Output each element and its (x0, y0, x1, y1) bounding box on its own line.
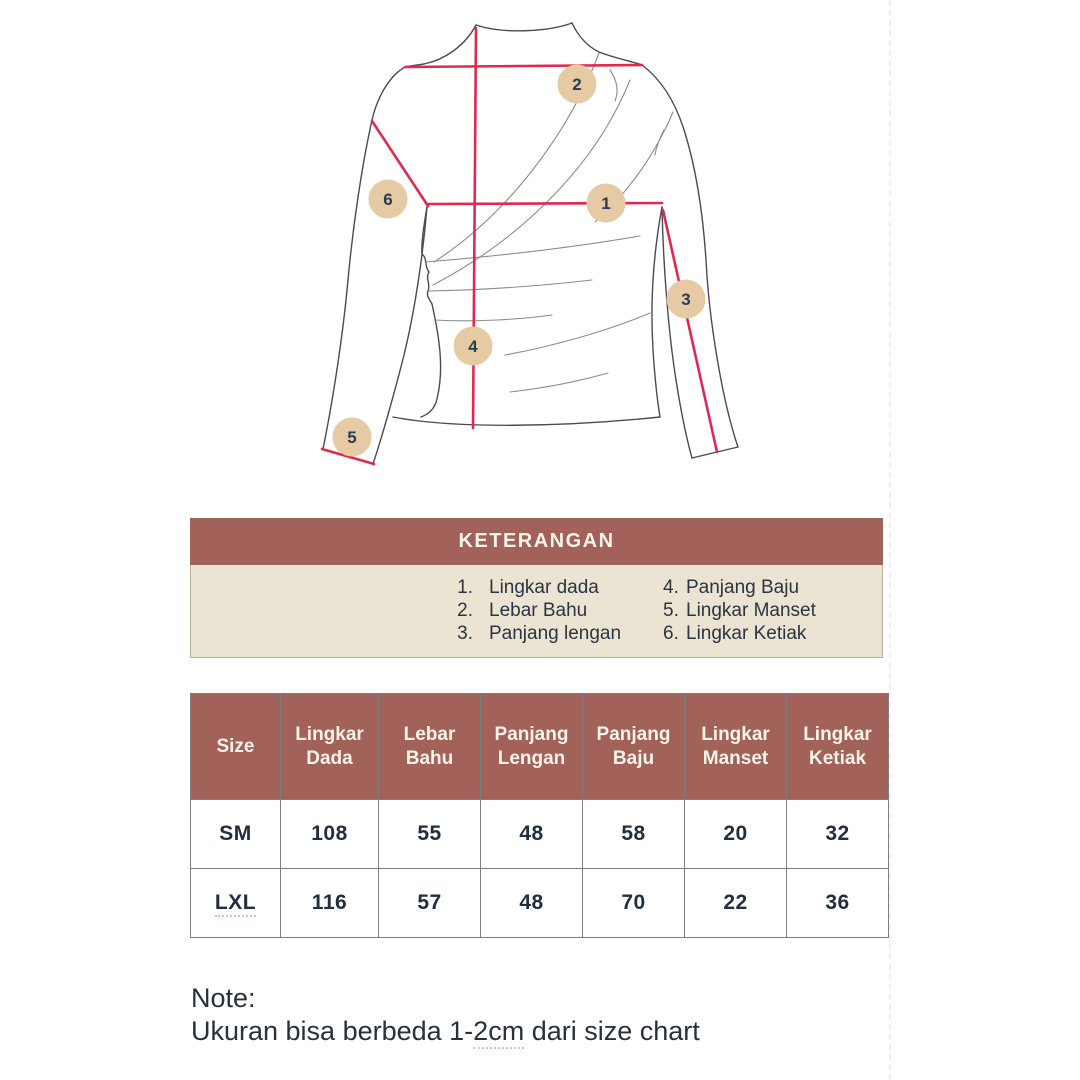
legend-item-1-number: 1. (457, 577, 473, 598)
legend-item-6 (663, 622, 816, 645)
legend-title: KETERANGAN (190, 518, 883, 565)
badge-1 (587, 184, 626, 223)
cell-lxl-lingkar-ketiak: 36 (787, 869, 889, 938)
cell-sm-lingkar-ketiak: 32 (787, 800, 889, 869)
cell-sm-lingkar-dada: 108 (281, 800, 379, 869)
badge-6-number: 6 (383, 190, 393, 209)
header-lebar-bahu: Lebar Bahu (379, 694, 481, 800)
measure-line-sleeve (663, 210, 717, 452)
cell-lxl-size-text: LXL (215, 891, 256, 917)
cell-lxl-lebar-bahu: 57 (379, 869, 481, 938)
header-lingkar-dada: Lingkar Dada (281, 694, 379, 800)
legend-column-right (663, 576, 816, 645)
legend-item-3 (447, 622, 621, 645)
measure-line-shoulder (405, 65, 642, 67)
measure-line-chest (427, 203, 662, 204)
cell-sm-lebar-bahu: 55 (379, 800, 481, 869)
legend-item-2-label: Lebar Bahu (489, 600, 588, 621)
header-panjang-baju: Panjang Baju (583, 694, 685, 800)
badge-2-number: 2 (572, 75, 582, 94)
header-lingkar-manset: Lingkar Manset (685, 694, 787, 800)
badge-4-number: 4 (468, 337, 478, 356)
cell-sm-lingkar-manset: 20 (685, 800, 787, 869)
legend-item-1 (447, 576, 621, 599)
badge-6 (369, 180, 408, 219)
legend-item-5-number: 5. (663, 600, 679, 621)
badge-5 (333, 418, 372, 457)
note-text-underlined: 2cm (473, 1016, 524, 1049)
cell-lxl-panjang-lengan: 48 (481, 869, 583, 938)
legend-item-3-number: 3. (457, 623, 473, 644)
legend-item-5 (663, 599, 816, 622)
legend-body (190, 565, 883, 658)
note-heading: Note: (191, 983, 256, 1013)
table-row-sm (191, 800, 889, 869)
table-row-lxl (191, 869, 889, 938)
legend-item-3-label: Panjang lengan (489, 623, 622, 644)
cell-lxl-panjang-baju: 70 (583, 869, 685, 938)
legend-item-5-label: Lingkar Manset (686, 600, 816, 621)
legend-item-6-label: Lingkar Ketiak (686, 623, 807, 644)
legend-column-left (447, 576, 621, 645)
cell-sm-panjang-baju: 58 (583, 800, 685, 869)
badge-5-number: 5 (347, 428, 357, 447)
size-table-header-row (191, 694, 889, 800)
header-panjang-lengan: Panjang Lengan (481, 694, 583, 800)
cell-lxl-lingkar-manset: 22 (685, 869, 787, 938)
cell-lxl-size (191, 869, 281, 938)
badge-1-number: 1 (601, 194, 611, 213)
note-block (191, 982, 700, 1048)
legend-item-4-label: Panjang Baju (686, 577, 800, 598)
size-table (190, 693, 889, 938)
cell-lxl-lingkar-dada: 116 (281, 869, 379, 938)
note-text-suffix: dari size chart (524, 1016, 700, 1046)
legend-item-2-number: 2. (457, 600, 473, 621)
measure-line-length (473, 28, 476, 428)
note-text-prefix: Ukuran bisa berbeda 1- (191, 1016, 474, 1046)
note-text (191, 1015, 700, 1048)
cell-sm-size: SM (191, 800, 281, 869)
legend-item-1-label: Lingkar dada (489, 577, 599, 598)
legend-item-2 (447, 599, 621, 622)
legend-item-4-number: 4. (663, 577, 679, 598)
badge-3 (667, 280, 706, 319)
cell-sm-panjang-lengan: 48 (481, 800, 583, 869)
measurement-badges (333, 65, 706, 457)
badge-2 (558, 65, 597, 104)
legend-item-6-number: 6. (663, 623, 679, 644)
legend-panel (190, 518, 883, 658)
header-size: Size (191, 694, 281, 800)
badge-3-number: 3 (681, 290, 691, 309)
garment-outline (323, 23, 738, 464)
legend-item-4 (663, 576, 816, 599)
badge-4 (454, 327, 493, 366)
header-lingkar-ketiak: Lingkar Ketiak (787, 694, 889, 800)
garment-measurement-diagram (0, 0, 1080, 500)
